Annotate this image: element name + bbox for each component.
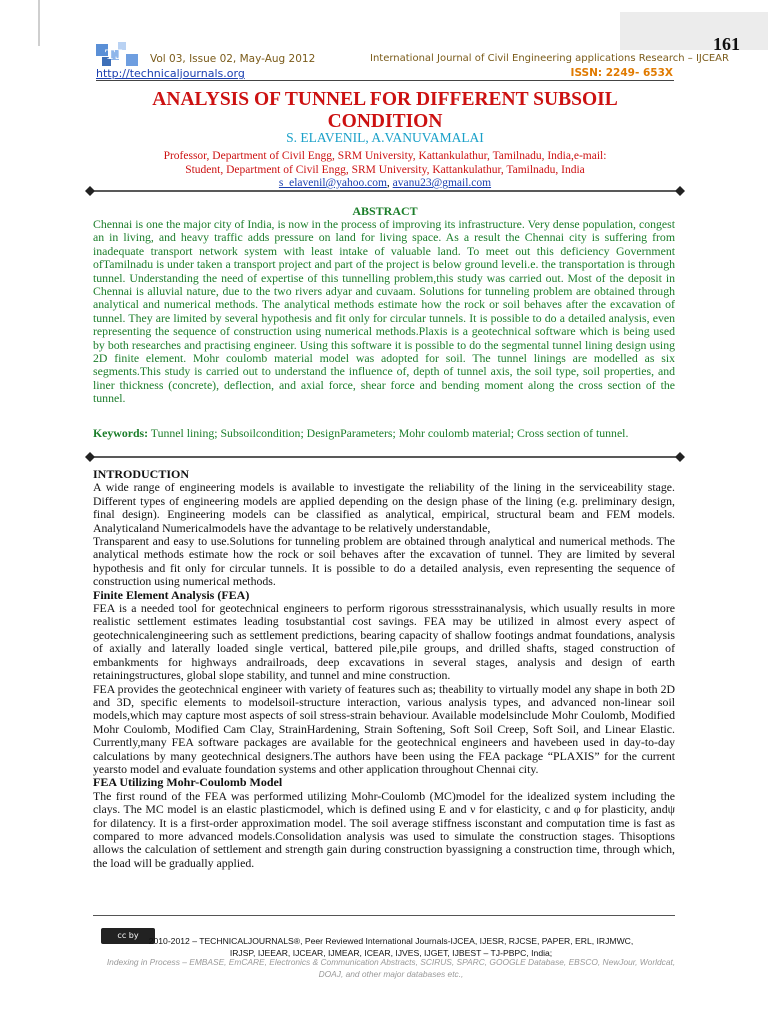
title-line-2: CONDITION — [327, 111, 443, 132]
journal-logo-icon — [96, 42, 148, 70]
footer-index-line-2: DOAJ, and other major databases etc., — [318, 968, 464, 979]
fea-heading: Finite Element Analysis (FEA) — [93, 587, 250, 602]
body-text — [93, 468, 675, 870]
keywords-text: Tunnel lining; Subsoilcondition; DesignParameters; Mohr coulomb material; Cross section of tunnel. — [148, 426, 629, 440]
margin-rule — [38, 0, 40, 46]
fea-paragraph-2: FEA provides the geotechnical engineer with variety of features such as; theability to virtually model any shape in both 2D and 3D, specific elements to modelsoil-structure interaction, various analysis types, and advanced non-linear soil models,which may capture most aspects of soil stress-strain behaviour. Available modelsinclude Mohr Coulomb, Modified Mohr Coulomb, Modified Cam Clay, StrainHardening, Strain Softening, Soft Soil Creep, Soft Soil, and Linear Elastic. Currently,many FEA software packages are available for the geotechnical engineers and havebeen used in day-to-day calculations by many geotechnical designers.The authors have been using the FEA package “PLAXIS” for the current yearsto model and evaluate foundation systems and other application throughout Chennai city. — [93, 681, 675, 776]
page-number: 161 — [713, 34, 740, 54]
journal-title: International Journal of Civil Engineering applications Research – IJCEAR — [370, 53, 729, 64]
footer-copyright — [93, 935, 689, 959]
issn: ISSN: 2249- 653X — [570, 67, 673, 79]
cc-license-icon: cc by — [101, 928, 155, 944]
journal-url-link[interactable]: http://technicaljournals.org — [96, 67, 245, 80]
email-separator: , — [386, 177, 390, 189]
diamond-divider-top — [85, 186, 685, 196]
introduction-paragraph-2: Transparent and easy to use.Solutions for tunneling problem are obtained through analytical and numerical methods. The analytical methods estimate how the rock or soil behaves after the excavation of tunnel. They are limited by several hypothesis and fit only for circular tunnels. It is possible to do a detailed analysis, even representing the sequence of construction using numerical methods. — [93, 534, 675, 589]
abstract-text: Chennai is one the major city of India, is now in the process of improving its infrastructure. Very dense population, congest an in living, and heavy traffic adds pressure on land for living space. As a result the Chennai city is suffering from inadequate transport network system with least intake of valuable land. To meet out this deficiency Government ofTamilnadu is under taken a transport project and part of the project is below ground leveli.e. the transportation is through tunnel. Understanding the need of expertise of this tunnelling problem,this study was carried out. Most of the deposit in Chennai is alluvial nature, due to the two rivers adyar and cuvaam. Solutions for tunneling problem are obtained through analytical and numerical methods. The analytical methods estimate how the rock or soil behaves after the excavation of tunnel. They are limited by several hypothesis and fit only for circular tunnels. It is possible to do a detailed analysis, even representing the sequence of construction using numerical methods.Plaxis is a geotechnical software which is being used by both researches and practising engineer. Using this software it is possible to do the segmental tunnel lining design using 2D finite element. Mohr coulomb material model was adopted for soil. The tunnel linings are modelled as six segments.This study is carried out to understand the influence of, depth of tunnel axis, the soil type, soil properties, and liner thickness (concrete), deflection, and axial force, shear force and bending moment along the cross section of the tunnel. — [93, 217, 675, 406]
abstract-heading: ABSTRACT — [352, 204, 418, 218]
footer-index-line-1: Indexing in Process – EMBASE, EmCARE, Electronics & Communication Abstracts, SCIRUS, SPARC, GOOGLE Database, EBSCO, NewJour, Worldcat, — [106, 957, 676, 967]
email-link-2[interactable]: avanu23@gmail.com — [392, 177, 492, 189]
mc-paragraph-1: The first round of the FEA was performed utilizing Mohr-Coulomb (MC)model for the idealized system including the clays. The MC model is an elastic plasticmodel, which is defined using E and ν for elasticity, c and φ for plasticity, andψ for dilatency. It is a first-order approximation model. The soil average stiffness isconstant and computation time is fast as compared to more advanced models.Consolidation analysis was used to simulate the construction stages. Thisoptions allows the calculation of settlement and strength gain during construction byassigning a construction time, through which, the load will be gradually applied. — [93, 788, 675, 870]
header-divider — [96, 80, 674, 81]
footer-indexing — [93, 957, 689, 980]
footer-line-1: 2010-2012 – TECHNICALJOURNALS®, Peer Reviewed International Journals-IJCEA, IJESR, RJCSE, PAPER, ERL, IRJMWC, — [148, 936, 634, 946]
footer-divider — [93, 915, 675, 916]
diamond-divider-bottom — [85, 452, 685, 462]
fea-paragraph-1: FEA is a needed tool for geotechnical engineers to perform rigorous stressstrainanalysis, which usually results in more realistic settlement estimates leading tosubstantial cost savings. FEA may be utilized in almost every aspect of geotechnicalengineering such as settlement predictions, bearing capacity of shallow footings andmat foundations, analysis of axially and laterally loaded single vertical, battered pile,pile groups, and drilled shafts, staged construction of embankments for highways andrailroads, deep excavations in several stages, analysis and design of earth retainingstructures, global slope stability, and tunnel and mine construction. — [93, 601, 675, 683]
introduction-paragraph-1: A wide range of engineering models is available to investigate the reliability of the lining in the serviceability stage. Different types of engineering models are applied depending on the design phase of the lining (e.g. preliminary design, final design). Engineering models can be classified as analytical, empirical, structural beam and FEM models. Analyticaland Numericalmodels have the advantage to be relatively understandable, — [93, 480, 675, 535]
footer-line-2: IRJSP, IJEEAR, IJCEAR, IJMEAR, ICEAR, IJVES, IJGET, IJBEST – TJ-PBPC, India; — [229, 948, 553, 958]
email-link-1[interactable]: s_elavenil@yahoo.com — [278, 177, 387, 189]
authors: S. ELAVENIL, A.VANUVAMALAI — [286, 130, 484, 145]
affiliation-1: Professor, Department of Civil Engg, SRM University, Kattankulathur, Tamilnadu, India,e-mail: — [163, 150, 607, 162]
mc-heading: FEA Utilizing Mohr-Coulomb Model — [93, 775, 283, 790]
page-number-box — [620, 12, 768, 54]
title-line-1: ANALYSIS OF TUNNEL FOR DIFFERENT SUBSOIL — [152, 89, 618, 110]
keywords — [93, 427, 675, 440]
keywords-label: Keywords: — [93, 426, 149, 440]
issue-info: Vol 03, Issue 02, May-Aug 2012 — [150, 53, 316, 65]
paper-title — [90, 89, 680, 133]
svg-text:TJ: TJ — [105, 47, 123, 63]
introduction-heading: INTRODUCTION — [93, 467, 190, 481]
affiliation-2: Student, Department of Civil Engg, SRM University, Kattankulathur, Tamilnadu, India — [185, 164, 585, 176]
